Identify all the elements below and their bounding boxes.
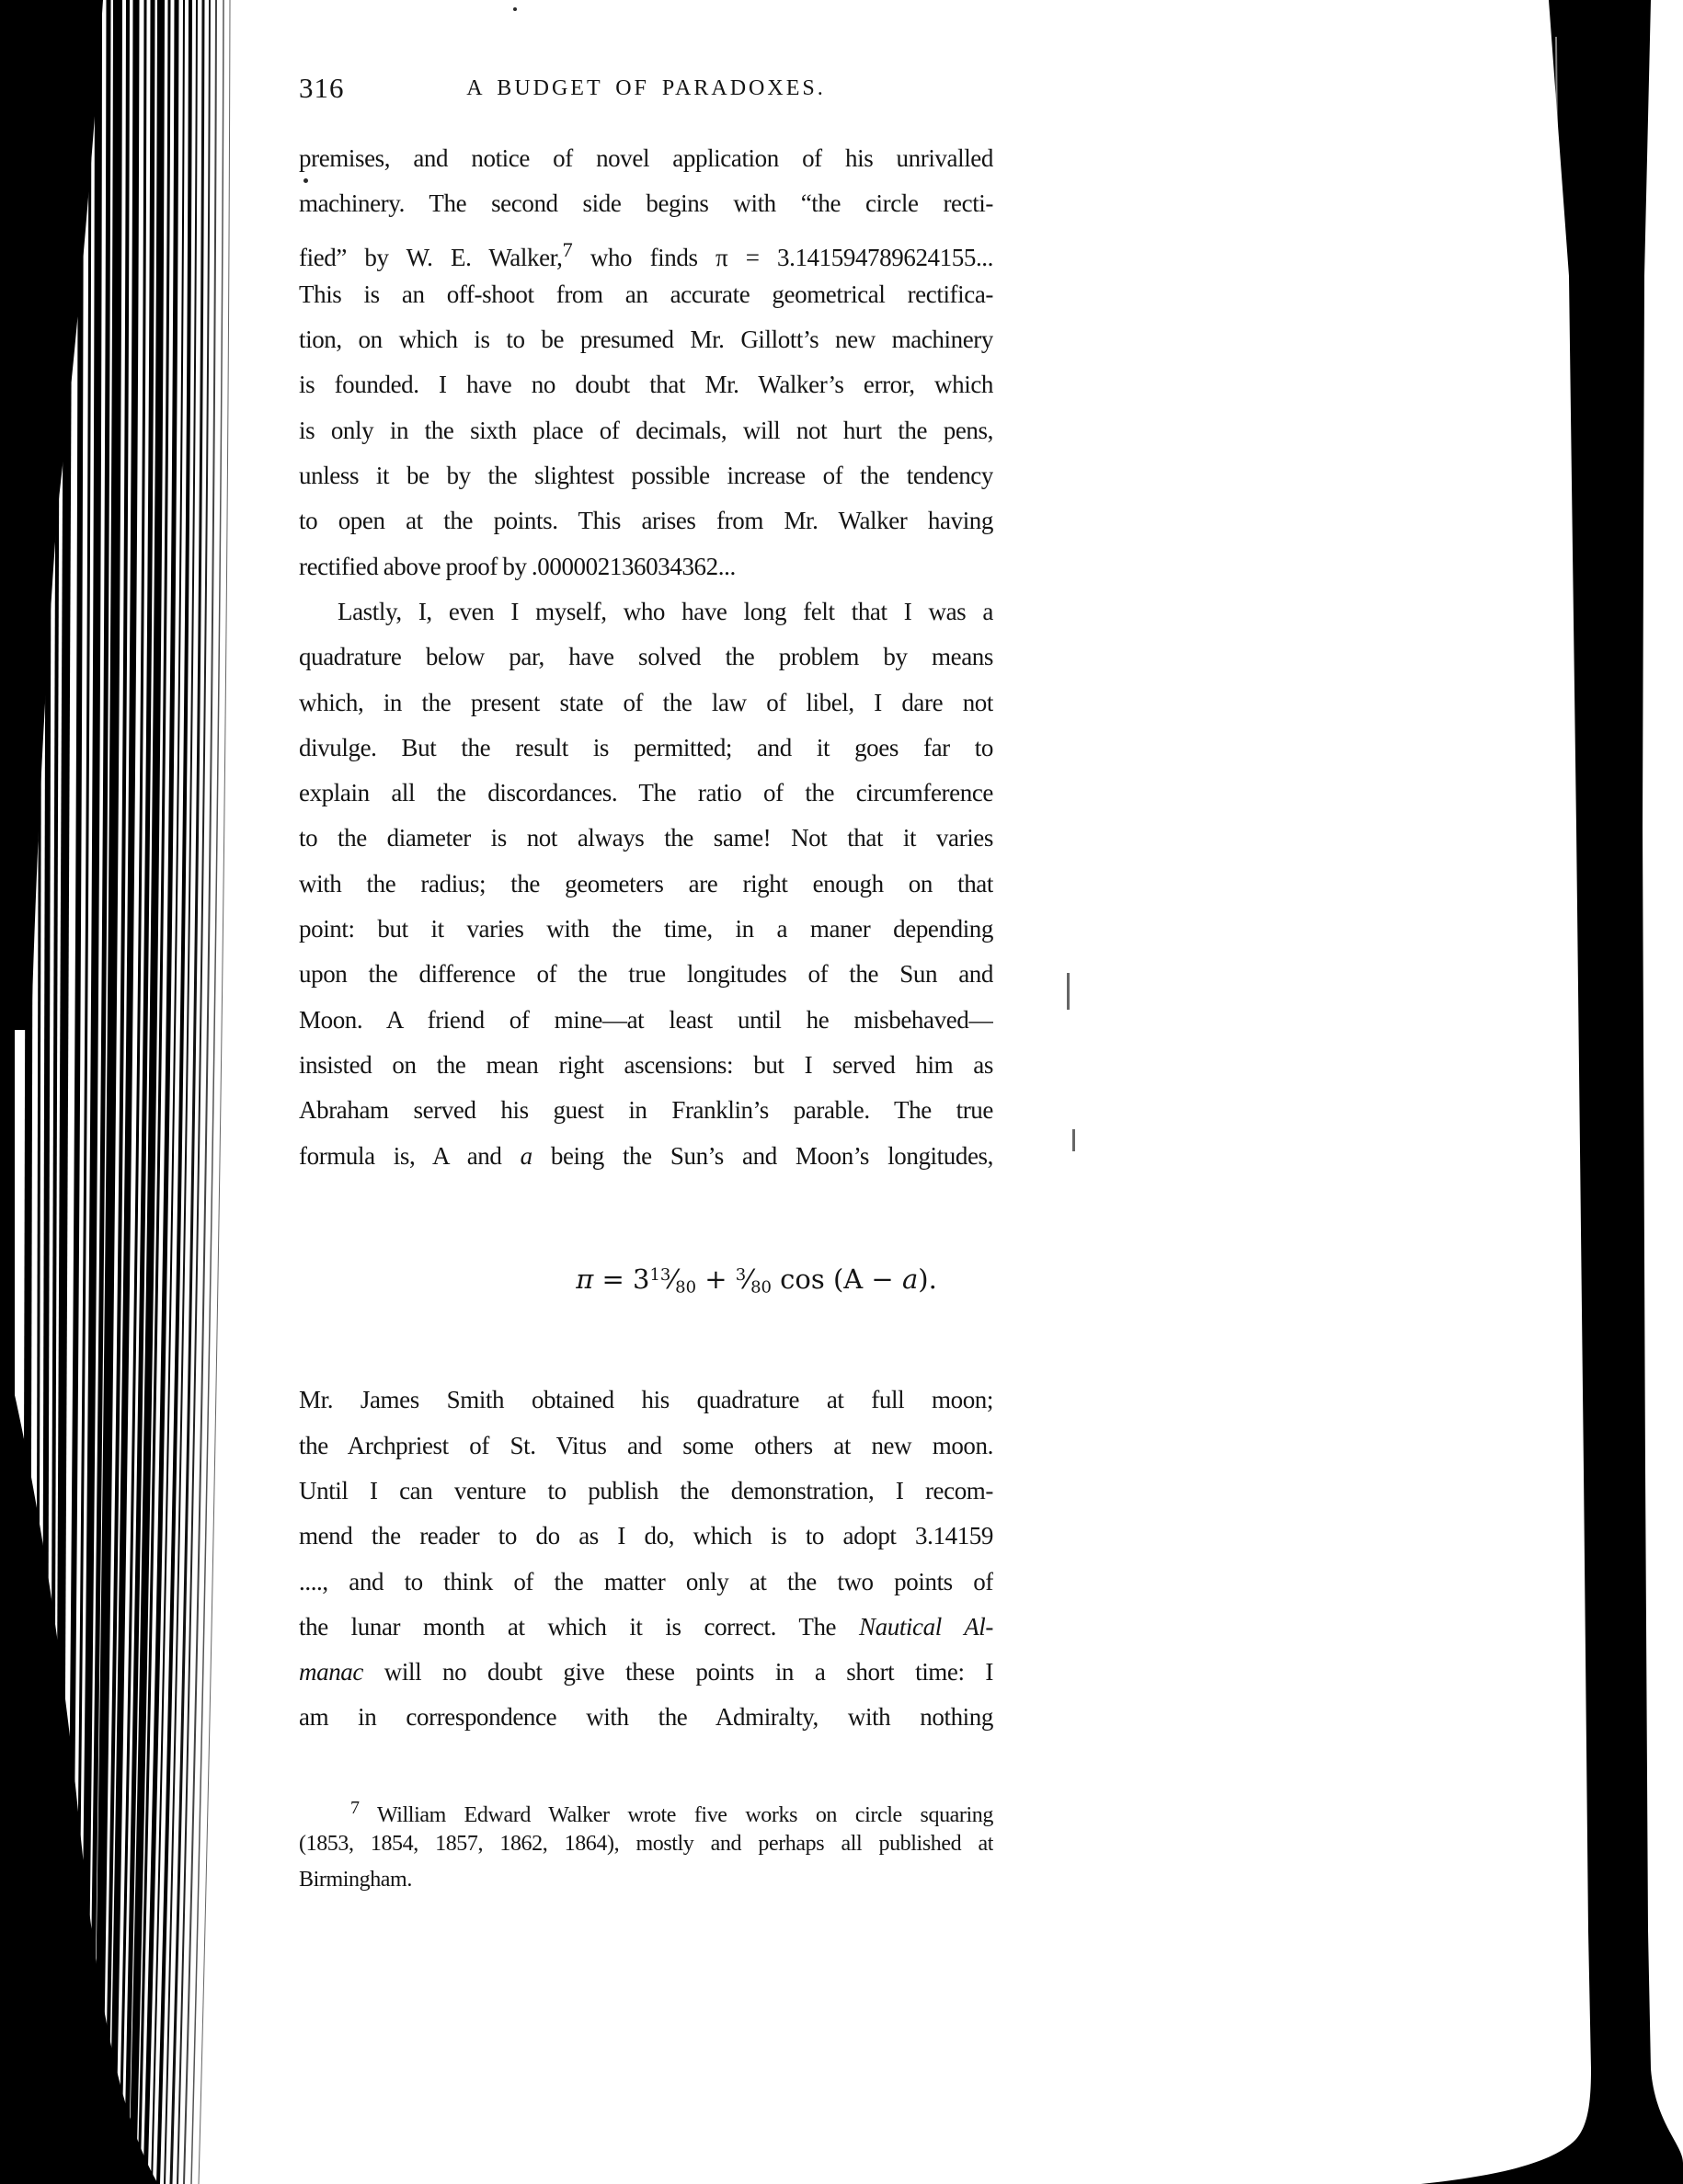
paragraph-1-line-6: is founded. I have no doubt that Mr. Walker’s error, which (299, 371, 993, 399)
paragraph-2-line-5: explain all the discordances. The ratio of the circumference (299, 779, 993, 807)
paragraph-2-line-3: which, in the present state of the law of libel, I dare not (299, 688, 993, 716)
paragraph-1-line-3: fied” by W. E. Walker,$^7$ who finds π = 3.141594789624155... (299, 237, 993, 271)
page-number: 316 (299, 72, 345, 104)
page-header (299, 72, 993, 110)
paragraph-3-line-6: the lunar month at which it is correct. The Nautical Al- (299, 1612, 993, 1641)
footnote-paragraph-line-1: $^7$ William Edward Walker wrote five works on circle squaring (350, 1797, 993, 1826)
paragraph-2-line-11: insisted on the mean right ascensions: but I served him as (299, 1050, 993, 1079)
scan-speck (513, 7, 517, 11)
paragraph-2-line-13: formula is, A and a being the Sun’s and Moon’s longitudes, (299, 1141, 993, 1170)
paragraph-3-line-4: mend the reader to do as I do, which is to adopt 3.14159 (299, 1522, 993, 1550)
footnote-paragraph-line-2: (1853, 1854, 1857, 1862, 1864), mostly and perhaps all published at (299, 1831, 993, 1856)
paragraph-2-line-4: divulge. But the result is permitted; and it goes far to (299, 733, 993, 761)
running-title: A BUDGET OF PARADOXES. (466, 76, 826, 100)
paragraph-1-line-5: tion, on which is to be presumed Mr. Gillott’s new machinery (299, 326, 993, 354)
body-text (299, 136, 993, 1741)
paragraph-2-line-8: point: but it varies with the time, in a maner depending (299, 915, 993, 943)
paragraph-1-line-10: rectified above proof by .000002136034362... (299, 552, 736, 580)
paragraph-1-line-4: This is an off-shoot from an accurate geometrical rectifica- (299, 280, 993, 308)
page-edge-strip (1315, 0, 1683, 2184)
paragraph-2-line-2: quadrature below par, have solved the problem by means (299, 643, 993, 671)
paragraph-2-line-7: with the radius; the geometers are right enough on that (299, 869, 993, 898)
paragraph-3-line-2: the Archpriest of St. Vitus and some others at new moon. (299, 1431, 993, 1459)
paragraph-2-line-1: Lastly, I, even I myself, who have long felt that I was a (338, 597, 993, 625)
paragraph-3-line-3: Until I can venture to publish the demonstration, I recom- (299, 1476, 993, 1504)
scan-mark (1067, 973, 1070, 1010)
footnote (299, 1790, 993, 1898)
paragraph-2-line-6: to the diameter is not always the same! Not that it varies (299, 824, 993, 852)
binding-gutter-streaks (0, 0, 239, 2184)
paragraph-3-line-5: ...., and to think of the matter only at the two points of (299, 1567, 993, 1595)
paragraph-1-line-1: premises, and notice of novel application of his unrivalled (299, 144, 993, 172)
paragraph-2-line-10: Moon. A friend of mine—at least until he misbehaved— (299, 1005, 993, 1034)
paragraph-3-line-7: manac will no doubt give these points in a short time: I (299, 1658, 993, 1687)
paragraph-2-line-9: upon the difference of the true longitudes of the Sun and (299, 960, 993, 989)
paragraph-1-line-7: is only in the sixth place of decimals, will not hurt the pens, (299, 416, 993, 444)
footnote-paragraph-line-3: Birmingham. (299, 1867, 412, 1892)
paragraph-1-line-9: to open at the points. This arises from Mr. Walker having (299, 507, 993, 535)
paragraph-3-line-1: Mr. James Smith obtained his quadrature at full moon; (299, 1386, 993, 1414)
paragraph-3-line-8: am in correspondence with the Admiralty, with nothing (299, 1703, 993, 1732)
scan-mark (1072, 1129, 1075, 1151)
paragraph-2-line-12: Abraham served his guest in Franklin’s parable. The true (299, 1096, 993, 1125)
pi-formula: $\pi = 3^{13}⁄_{80}$ + $^3⁄_{80}$ cos (A − a). (576, 1263, 937, 1298)
paragraph-1-line-2: machinery. The second side begins with “the circle recti- (299, 189, 993, 218)
paragraph-1-line-8: unless it be by the slightest possible increase of the tendency (299, 462, 993, 490)
text-column (299, 72, 993, 1898)
